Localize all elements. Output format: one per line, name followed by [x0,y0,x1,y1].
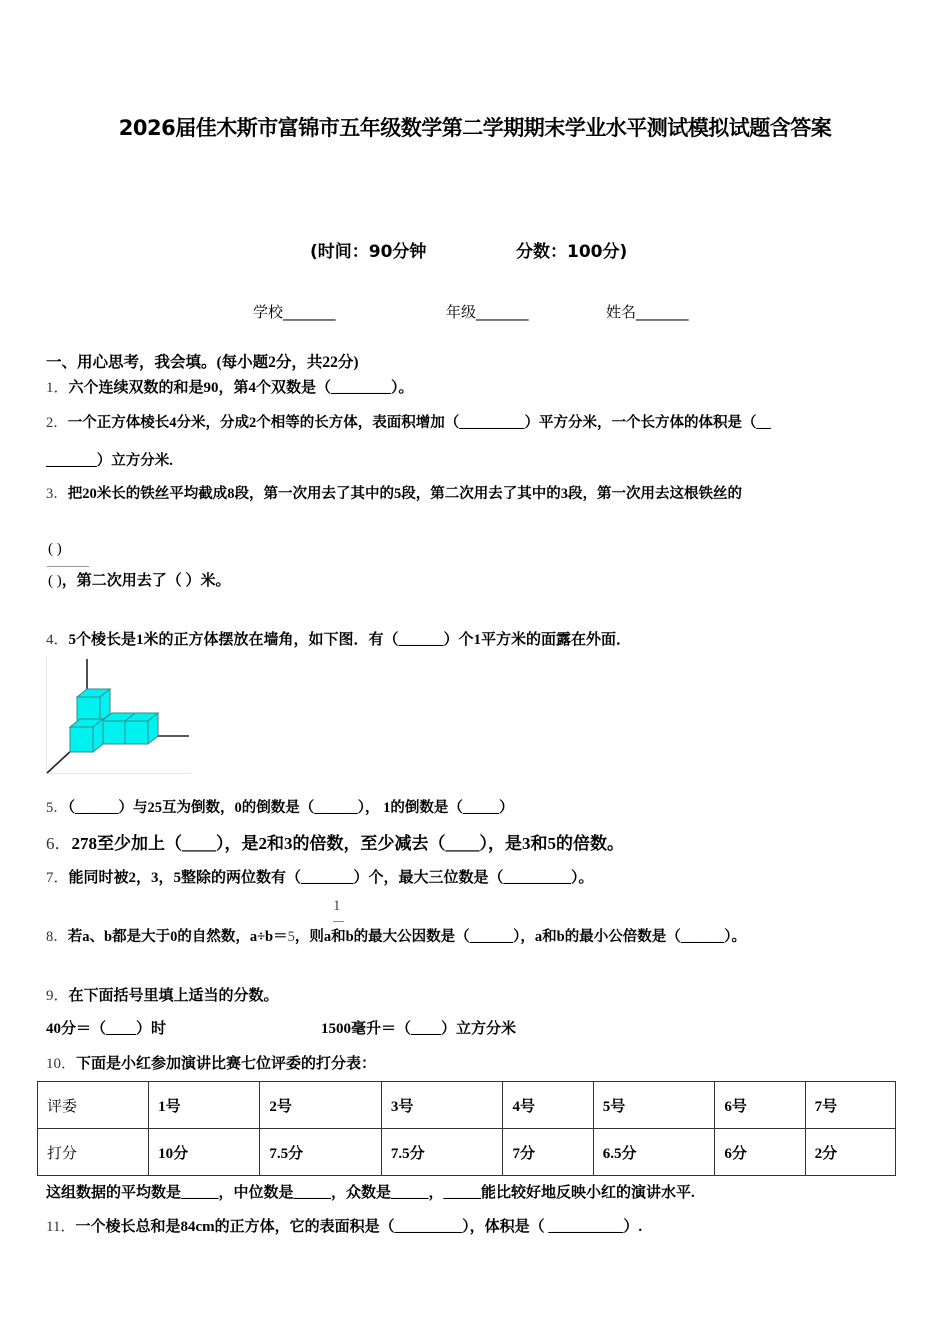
question-2-line1 [46,411,771,432]
question-number: 6． [46,834,72,853]
cube-corner-figure [46,657,191,775]
table-cell: 10分 [149,1129,260,1176]
question-3-line1 [46,482,742,503]
exam-time: (时间：90分钟 [310,242,427,262]
table-row [38,1082,896,1129]
question-text: 能同时被2，3，5整除的两位数有（_______）个，最大三位数是（_________）。 [68,870,594,886]
fraction-bar [333,921,344,922]
table-cell: 1号 [149,1082,260,1129]
question-text: 5个棱长是1米的正方体摆放在墙角，如下图．有（______）个1平方米的面露在外面． [68,632,632,648]
judge-score-table [37,1081,896,1176]
question-9 [46,984,279,1005]
school-label: 学校 [253,303,284,321]
school-blank[interactable]: _______ [283,303,336,321]
question-text: 一个正方体棱长4分米，分成2个相等的长方体，表面积增加（_________）平方分米，一个长方体的体积是（__ [67,415,771,431]
grade-label: 年级 [446,303,477,321]
question-10-followup: 这组数据的平均数是_____，中位数是_____，众数是_____，_____能比较好地反映小红的演讲水平. [46,1185,695,1201]
question-number: 10． [46,1056,77,1072]
question-1 [46,376,414,397]
table-cell: 2号 [260,1082,382,1129]
question-3-line2 [48,569,231,590]
name-label: 姓名 [606,303,637,321]
table-cell: 6号 [715,1082,805,1129]
question-text-after: ，则a和b的最大公因数是（______），a和b的最小公倍数是（______）。 [294,929,746,945]
question-6 [46,829,624,854]
question-7 [46,866,594,887]
question-text: 六个连续双数的和是90，第4个双数是（________）。 [68,380,414,396]
question-number: 1． [46,380,69,396]
name-field[interactable] [606,301,689,322]
question-text-before: 若a、b都是大于0的自然数，a÷b＝ [67,929,288,945]
question-text: 下面是小红参加演讲比赛七位评委的打分表： [76,1056,377,1072]
table-cell: 7分 [503,1129,593,1176]
table-cell: 4号 [503,1082,593,1129]
question-9-left: 40分＝（____）时 [46,1021,167,1037]
table-cell: 7.5分 [260,1129,382,1176]
name-blank[interactable]: _______ [636,303,689,321]
table-cell: 6.5分 [593,1129,715,1176]
question-text: （______）与25互为倒数，0的倒数是（______）， 1的倒数是（_____） [67,800,514,816]
question-number: 9． [46,988,69,1004]
table-cell: 2分 [805,1129,895,1176]
question-4 [46,628,631,649]
question-number: 11． [46,1219,76,1235]
document-title: 2026届佳木斯市富锦市五年级数学第二学期期末学业水平测试模拟试题含答案 [118,116,832,140]
school-field[interactable] [253,301,336,322]
question-number: 8． [46,929,68,945]
question-number: 2． [46,415,68,431]
question-5 [46,796,514,817]
fraction-denominator-blank[interactable]: ( ) [48,573,62,589]
exam-score: 分数：100分) [516,242,628,262]
section-heading: 一、用心思考，我会填。(每小题2分，共22分) [46,354,359,371]
table-cell: 7.5分 [381,1129,503,1176]
question-text: 278至少加上（____），是2和3的倍数，至少减去（____），是3和5的倍数。 [71,834,624,853]
question-8 [46,925,746,946]
question-number: 5． [46,800,68,816]
question-2-line2: _______）立方分米. [46,453,173,469]
table-row [38,1129,896,1176]
table-cell: 3号 [381,1082,503,1129]
question-10 [46,1052,376,1073]
table-cell: 6分 [715,1129,805,1176]
question-text: ，第二次用去了（ ）米。 [61,573,231,589]
question-text: 一个棱长总和是84cm的正方体，它的表面积是（_________），体积是（ __________）. [75,1219,643,1235]
table-cell: 5号 [593,1082,715,1129]
question-number: 7． [46,870,69,886]
grade-blank[interactable]: _______ [476,303,529,321]
grade-field[interactable] [446,301,529,322]
question-number: 3． [46,486,68,502]
table-cell: 7号 [805,1082,895,1129]
table-cell: 打分 [38,1129,149,1176]
question-text: 在下面括号里填上适当的分数。 [68,988,279,1004]
fraction-bar [47,566,89,567]
table-cell: 评委 [38,1082,149,1129]
question-9-right: 1500毫升＝（____）立方分米 [321,1021,517,1037]
fraction-numerator-blank[interactable]: ( ) [48,541,62,557]
fraction-denominator: 5 [287,929,295,945]
question-number: 4． [46,632,69,648]
question-11 [46,1215,642,1236]
fraction-numerator: 1 [333,898,341,914]
question-text: 把20米长的铁丝平均截成8段，第一次用去了其中的5段，第二次用去了其中的3段，第一次用去这根铁丝的 [67,486,742,502]
